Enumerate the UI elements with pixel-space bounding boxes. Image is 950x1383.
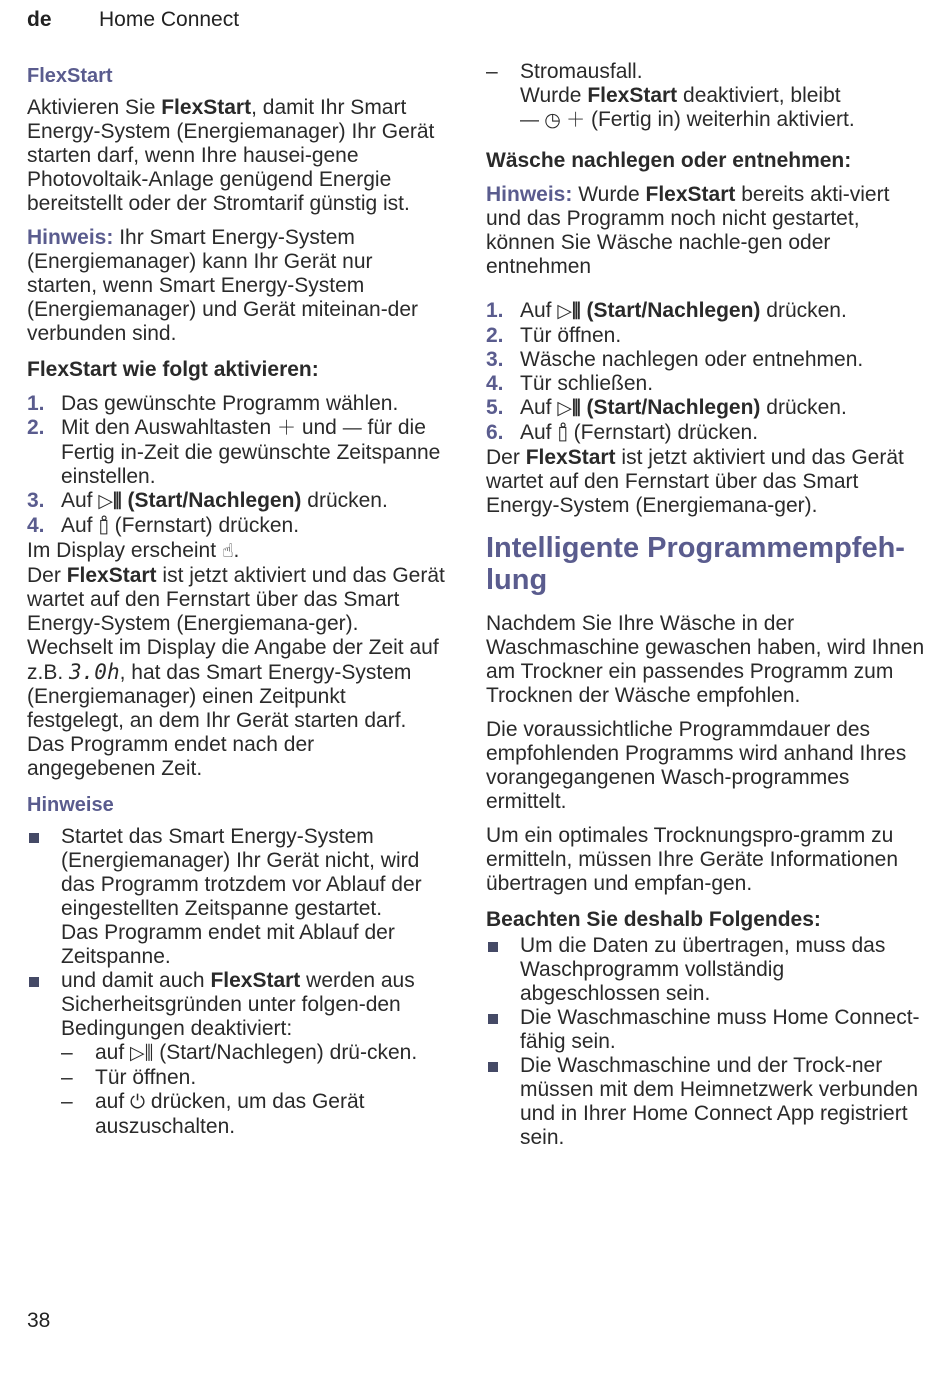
right-column (486, 60, 926, 1150)
notes-heading: Hinweise (27, 794, 114, 816)
list-item: – Stromausfall. (486, 60, 643, 83)
power-icon: ⏻ (130, 1092, 146, 1113)
list-item: Die Waschmaschine muss Home Connect-fähig sein. (486, 1006, 926, 1054)
laundry-note: Hinweis: Wurde FlexStart bereits akti-viert und das Programm noch nicht gestartet, können Sie Wäsche nachle-gen oder entnehmen (486, 183, 890, 278)
square-bullet-icon (488, 1062, 498, 1072)
body-paragraph: Nachdem Sie Ihre Wäsche in der Waschmaschine gewaschen haben, wird Ihnen am Trockner ein passendes Programm zum Trocknen der Wäsche empfohlen. (486, 612, 925, 707)
page-number: 38 (27, 1309, 51, 1332)
step-item: 4. Auf ▯̊ (Fernstart) drücken. (27, 514, 300, 537)
list-item: Startet das Smart Energy-System (Energiemanager) Ihr Gerät nicht, wird das Programm trotzdem vor Ablauf der eingestellten Zeitspanne gestartet. Das Programm endet mit Ablauf der Zeitspanne. (27, 825, 447, 969)
conditions-list-continued (486, 60, 926, 84)
square-bullet-icon (488, 942, 498, 952)
list-item: Die Waschmaschine und der Trock-ner müssen mit dem Heimnetzwerk verbunden und in Ihrer Home Connect App registriert sein. (486, 1054, 926, 1150)
activate-heading: FlexStart wie folgt aktivieren: (27, 358, 319, 381)
consider-list (486, 934, 926, 1150)
start-pause-icon: ▷⫼ (98, 491, 122, 512)
start-pause-icon: ▷⫼ (130, 1043, 154, 1064)
minus-icon: — (342, 418, 362, 439)
list-item: – auf ⏻ drücken, um das Gerät auszuschalten. (61, 1090, 365, 1138)
step-item: 5. Auf ▷⫼ (Start/Nachlegen) drücken. (486, 396, 847, 419)
flexstart-heading: FlexStart (27, 65, 113, 87)
square-bullet-icon (488, 1014, 498, 1024)
step-item: 1. Auf ▷⫼ (Start/Nachlegen) drücken. (486, 299, 847, 322)
start-pause-icon: ▷⫼ (557, 301, 581, 322)
flexstart-intro: Aktivieren Sie FlexStart, damit Ihr Smart Energy-System (Energiemanager) Ihr Gerät starten darf, wenn Ihre hausei-gene Photovoltaik-Anlage genügend Energie bereitstellt oder der Stromtarif günstig ist. (27, 96, 435, 215)
left-column (27, 60, 447, 1139)
laundry-heading: Wäsche nachlegen oder entnehmen: (486, 149, 852, 172)
page-header (27, 8, 239, 32)
list-item: – auf ▷⫼ (Start/Nachlegen) drü-cken. (61, 1041, 418, 1064)
active-paragraph: Der FlexStart ist jetzt aktiviert und das Gerät wartet auf den Fernstart über das Smart Energy-System (Energiemana-ger). (27, 564, 445, 635)
square-bullet-icon (29, 833, 39, 843)
note-paragraph: Hinweis: Ihr Smart Energy-System (Energiemanager) kann Ihr Gerät nur starten, wenn Smart Energy-System (Energiemanager) und Gerät miteinan-der verbunden sind. (27, 226, 419, 345)
list-item: und damit auch FlexStart werden aus Sicherheitsgründen unter folgen-den Bedingungen deaktiviert: – auf ▷⫼ (Start/Nachlegen) drü-cken. – Tür öffnen. – auf ⏻ drücken, um das Gerät auszuschalten. (27, 969, 447, 1139)
section-title: Home Connect (99, 8, 240, 31)
notes-list (27, 825, 447, 1139)
step-item: 6. Auf ▯̊ (Fernstart) drücken. (486, 421, 759, 444)
plus-icon: ＋ (276, 418, 296, 439)
consider-heading: Beachten Sie deshalb Folgendes: (486, 908, 821, 931)
step-item: 2. Mit den Auswahltasten ＋ und — für die Fertig in-Zeit die gewünschte Zeitspanne einstellen. (27, 416, 441, 488)
display-code: 3.0h (69, 660, 120, 684)
list-item: – Tür öffnen. (61, 1066, 197, 1089)
hand-icon: ☝ (221, 541, 234, 562)
language-code: de (27, 8, 52, 31)
timer-icons: — ◷ ＋ (520, 110, 586, 131)
deactivation-note: Wurde FlexStart deaktiviert, bleibt — ◷ ＋ (Fertig in) weiterhin aktiviert. (520, 84, 855, 131)
step-item: 3. Wäsche nachlegen oder entnehmen. (486, 348, 864, 371)
step-item: 1. Das gewünschte Programm wählen. (27, 392, 399, 415)
square-bullet-icon (29, 977, 39, 987)
remote-start-icon: ▯̊ (557, 423, 568, 444)
body-paragraph: Um ein optimales Trocknungspro-gramm zu ermitteln, müssen Ihre Geräte Informationen übertragen und empfan-gen. (486, 824, 899, 895)
step-item: 3. Auf ▷⫼ (Start/Nachlegen) drücken. (27, 489, 388, 512)
section-heading: Intelligente Programmempfeh-lung (486, 532, 905, 596)
step-item: 4. Tür schließen. (486, 372, 654, 395)
activation-steps (27, 392, 447, 539)
active-paragraph: Der FlexStart ist jetzt aktiviert und das Gerät wartet auf den Fernstart über das Smart Energy-System (Energiemana-ger). (486, 446, 904, 517)
list-item: Um die Daten zu übertragen, muss das Waschprogramm vollständig abgeschlossen sein. (486, 934, 926, 1006)
display-info: Im Display erscheint ☝. (27, 539, 240, 562)
step-item: 2. Tür öffnen. (486, 324, 622, 347)
remote-start-icon: ▯̊ (98, 516, 109, 537)
start-pause-icon: ▷⫼ (557, 398, 581, 419)
change-paragraph: Wechselt im Display die Angabe der Zeit auf z.B. 3.0h, hat das Smart Energy-System (Energiemanager) einen Zeitpunkt festgelegt, an dem Ihr Gerät starten darf. Das Programm endet nach der angegebenen Zeit. (27, 636, 439, 780)
laundry-steps (486, 299, 926, 446)
conditions-list (61, 1041, 447, 1139)
body-paragraph: Die voraussichtliche Programmdauer des empfohlenden Programms wird anhand Ihres vorangegangenen Wasch-programmes ermittelt. (486, 718, 907, 813)
